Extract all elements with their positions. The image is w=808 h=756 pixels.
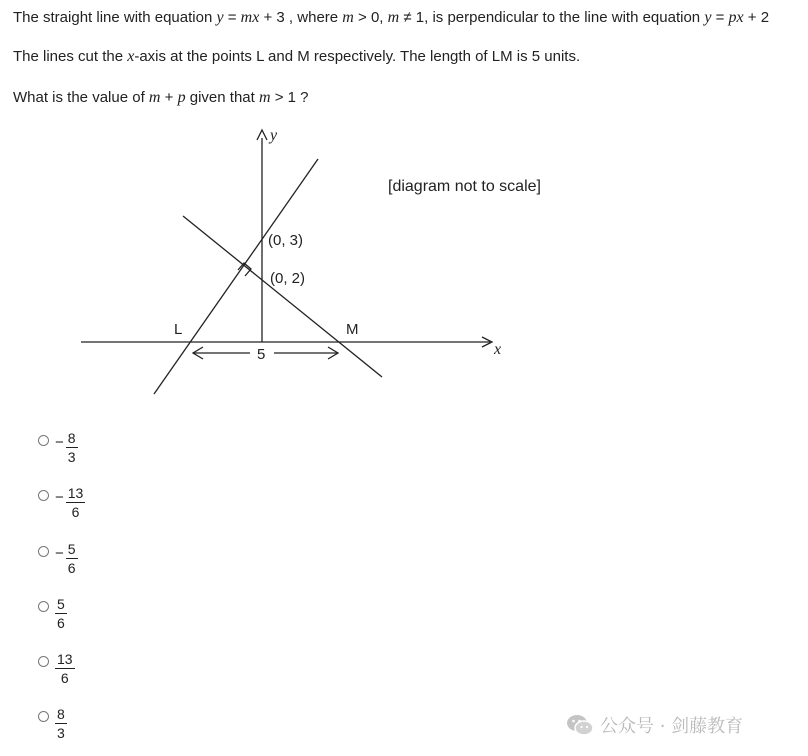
fraction-denominator: 6 [71, 504, 80, 520]
question-text: The straight line with equation [13, 9, 217, 26]
answer-option-1[interactable] [38, 431, 78, 471]
point-M-label: M [346, 321, 359, 338]
fraction-numerator: 8 [57, 706, 65, 722]
math-var: mx [240, 9, 260, 26]
math-var: y [704, 9, 712, 26]
math-op: = [711, 9, 729, 26]
math-op: + 2 [743, 9, 770, 26]
math-op: = [223, 9, 241, 26]
fraction-denominator: 3 [67, 449, 76, 465]
radio-button[interactable] [38, 601, 49, 612]
fraction-numerator: 13 [57, 651, 73, 667]
answer-option-2[interactable] [38, 486, 85, 526]
math-var: x [127, 48, 135, 65]
wechat-icon [566, 713, 594, 737]
question-text: , where [284, 9, 343, 26]
radio-button[interactable] [38, 711, 49, 722]
fraction-denominator: 6 [57, 615, 65, 631]
radio-button[interactable] [38, 546, 49, 557]
fraction-numerator: 13 [67, 485, 84, 501]
fraction-denominator: 6 [60, 670, 69, 686]
option-fraction [66, 431, 78, 465]
option-sign: − [55, 489, 64, 506]
watermark-text: 公众号 · 剑藤教育 [600, 716, 744, 737]
fraction-numerator: 8 [67, 430, 76, 446]
fraction-denominator: 6 [67, 560, 76, 576]
fraction-numerator: 5 [57, 596, 65, 612]
x-axis-label: x [494, 341, 502, 358]
point-L-label: L [174, 321, 183, 338]
question-text: > 1 ? [270, 89, 309, 106]
option-fraction [55, 597, 67, 631]
fraction-numerator: 5 [67, 541, 76, 557]
radio-button[interactable] [38, 656, 49, 667]
math-var: m [387, 9, 400, 26]
math-var: p [177, 89, 186, 106]
point-label-upper: (0, 3) [268, 232, 304, 249]
math-var: m [342, 9, 354, 26]
math-var: y [216, 9, 224, 26]
radio-button[interactable] [38, 435, 49, 446]
option-fraction [66, 486, 86, 520]
option-fraction [55, 652, 75, 686]
y-axis-label: y [270, 127, 278, 144]
answer-option-5[interactable] [38, 652, 75, 692]
question-text: The lines cut the [13, 48, 128, 65]
length-label: 5 [257, 346, 266, 363]
point-label-lower: (0, 2) [270, 270, 306, 287]
math-op: + [160, 89, 178, 106]
answer-option-3[interactable] [38, 542, 78, 582]
math-var: m [148, 89, 161, 106]
question-text: given that [185, 89, 259, 106]
scale-note: [diagram not to scale] [388, 178, 541, 195]
math-var: px [728, 9, 744, 26]
watermark [566, 712, 743, 738]
radio-button[interactable] [38, 490, 49, 501]
fraction-denominator: 3 [57, 725, 65, 741]
question-text: -axis at the points L and M respectively. The length of LM is 5 units. [134, 48, 581, 65]
question-text: What is the value of [13, 89, 149, 106]
math-op: ≠ 1 [399, 9, 425, 26]
option-sign: − [55, 434, 64, 451]
answer-option-6[interactable] [38, 707, 67, 747]
math-op: > 0, [353, 9, 388, 26]
question-text: , is perpendicular to the line with equation [424, 9, 705, 26]
option-fraction [66, 542, 78, 576]
answer-option-4[interactable] [38, 597, 67, 637]
math-var: m [258, 89, 271, 106]
math-op: + 3 [259, 9, 285, 26]
option-sign: − [55, 545, 64, 562]
option-fraction [55, 707, 67, 741]
